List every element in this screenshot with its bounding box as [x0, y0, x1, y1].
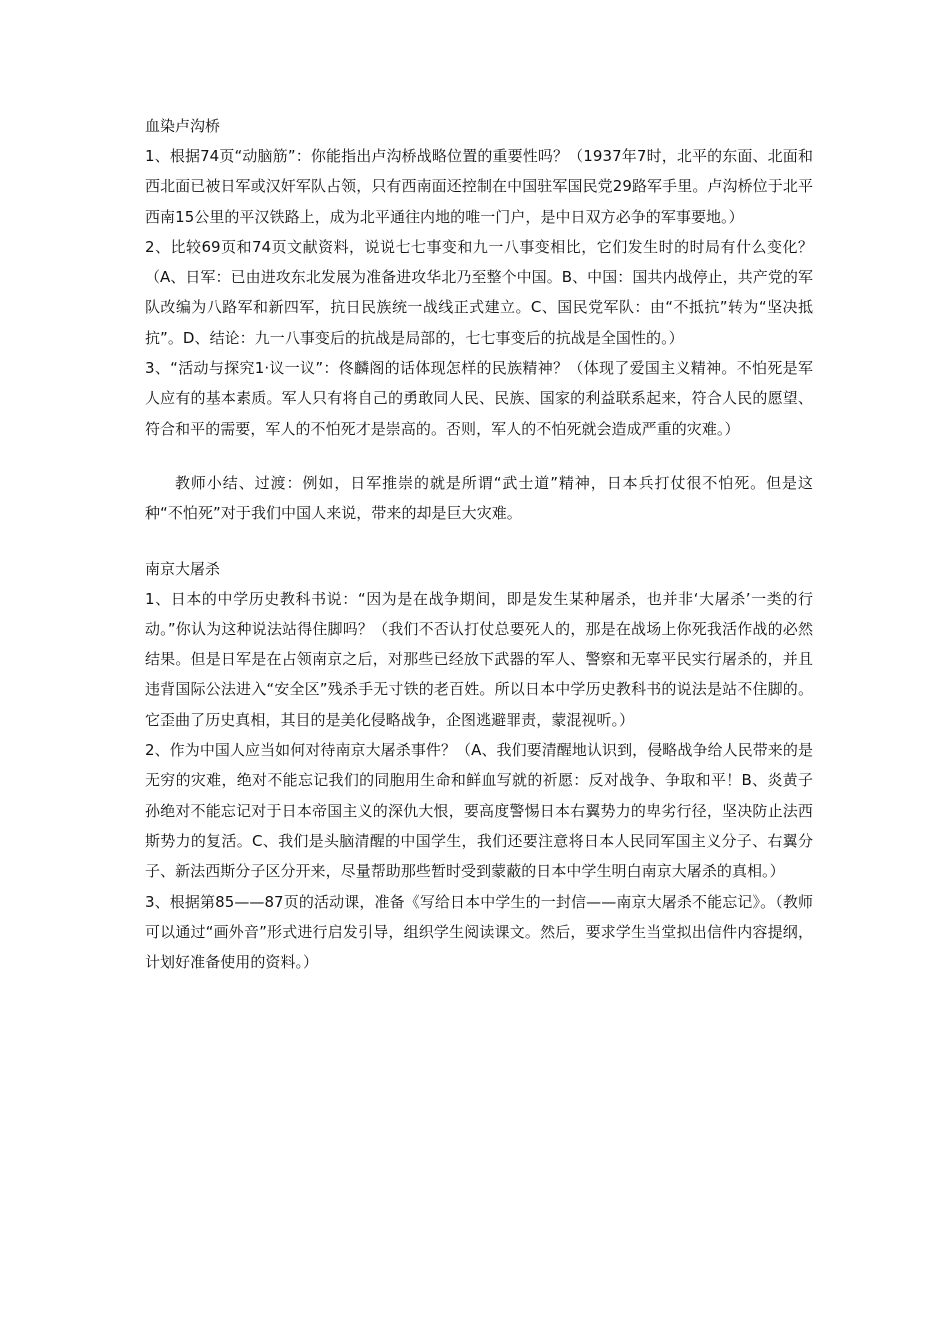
teacher-summary: 教师小结、过渡：例如，日军推崇的就是所谓“武士道”精神，日本兵打仗很不怕死。但是这种“不怕死”对于我们中国人来说，带来的却是巨大灾难。 — [145, 473, 813, 523]
question-3-nanjing: 3、根据第85——87页的活动课，准备《写给日本中学生的一封信——南京大屠杀不能忘记》。（教师可以通过“画外音”形式进行启发引导，组织学生阅读课文。然后，要求学生当堂拟出信件内容提纲，计划好准备使用的资料。） — [145, 892, 813, 972]
question-1-nanjing: 1、日本的中学历史教科书说：“因为是在战争期间，即是发生某种屠杀，也并非‘大屠杀’一类的行动。”你认为这种说法站得住脚吗？（我们不否认打仗总要死人的，那是在战场上你死我活作战的必然结果。但是日军是在占领南京之后，对那些已经放下武器的军人、警察和无辜平民实行屠杀的，并且违背国际公法进入“安全区”残杀手无寸铁的老百姓。所以日本中学历史教科书的说法是站不住脚的。它歪曲了历史真相，其目的是美化侵略战争，企图逃避罪责，蒙混视听。） — [145, 589, 813, 729]
section-title-nanjing-massacre: 南京大屠杀 — [145, 559, 221, 578]
spacer — [145, 529, 813, 555]
question-3-lugou-bridge: 3、“活动与探究1·议一议”：佟麟阁的话体现怎样的民族精神？（体现了爱国主义精神。不怕死是军人应有的基本素质。军人只有将自己的勇敢同人民、民族、国家的利益联系起来，符合人民的愿望、符合和平的需要，军人的不怕死才是崇高的。否则，军人的不怕死就会造成严重的灾难。） — [145, 359, 813, 438]
question-2-lugou-bridge: 2、比较69页和74页文献资料，说说七七事变和九一八事变相比，它们发生时的时局有什么变化？（A、日军：已由进攻东北发展为准备进攻华北乃至整个中国。B、中国：国共内战停止，共产党的军队改编为八路军和新四军，抗日民族统一战线正式建立。C、国民党军队：由“不抵抗”转为“坚决抵抗”。D、结论：九一八事变后的抗战是局部的，七七事变后的抗战是全国性的。） — [145, 237, 813, 347]
spacer — [145, 444, 813, 468]
question-2-nanjing: 2、作为中国人应当如何对待南京大屠杀事件？（A、我们要清醒地认识到，侵略战争给人民带来的是无穷的灾难，绝对不能忘记我们的同胞用生命和鲜血写就的祈愿：反对战争、争取和平！B、炎黄子孙绝对不能忘记对于日本帝国主义的深仇大恨，要高度警惕日本右翼势力的卑劣行径，坚决防止法西斯势力的复活。C、我们是头脑清醒的中国学生，我们还要注意将日本人民同军国主义分子、右翼分子、新法西斯分子区分开来，尽量帮助那些暂时受到蒙蔽的日本中学生明白南京大屠杀的真相。） — [145, 741, 813, 881]
section-title-lugou-bridge: 血染卢沟桥 — [145, 117, 221, 135]
document-page — [145, 112, 813, 977]
question-1-lugou-bridge: 1、根据74页“动脑筋”：你能指出卢沟桥战略位置的重要性吗？（1937年7时，北平的东面、北面和西北面已被日军或汉奸军队占领，只有西南面还控制在中国驻军国民党29路军手里。卢沟桥位于北平西南15公里的平汉铁路上，成为北平通往内地的唯一门户，是中日双方必争的军事要地。） — [145, 147, 813, 226]
